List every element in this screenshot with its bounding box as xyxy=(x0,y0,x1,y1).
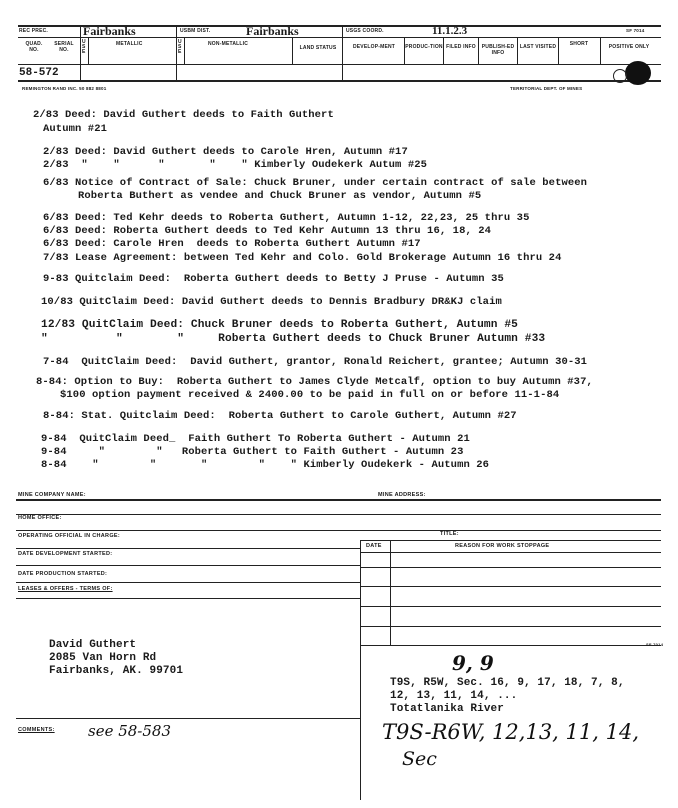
entry-line: 7-84 QuitClaim Deed: David Guthert, grantor, Ronald Reichert, grantee; Autumn 30-31 xyxy=(43,356,588,368)
date-development-label: DATE DEVELOPMENT STARTED: xyxy=(18,551,113,557)
published-info-label: PUBLISH-ED INFO xyxy=(481,44,515,56)
production-label: PRODUC-TION xyxy=(405,44,443,50)
quad-label: QUAD. NO. xyxy=(25,41,43,53)
entry-line: 9-83 Quitclaim Deed: Roberta Guthert deeds to Betty J Pruse - Autumn 35 xyxy=(43,273,504,285)
nonmetallic-label: NON-METALLIC xyxy=(208,41,249,47)
land-status-label: LAND STATUS xyxy=(299,45,337,51)
entry-line: 8-84: Option to Buy: Roberta Guthert to James Clyde Metcalf, option to buy Autumn #37, xyxy=(36,376,593,388)
rec-prec-value: Fairbanks xyxy=(83,24,136,38)
handwritten-township: T9S-R6W, 12,13, 11, 14, xyxy=(382,720,639,744)
location-line-2: 12, 13, 11, 14, ... xyxy=(390,690,518,702)
usbm-dist-label: USBM DIST. xyxy=(180,28,211,34)
file-number: 58-572 xyxy=(19,67,59,79)
mine-company-name-label: MINE COMPANY NAME: xyxy=(18,492,86,498)
entry-line: 9-84 QuitClaim Deed_ Faith Guthert To Roberta Guthert - Autumn 21 xyxy=(41,433,470,445)
reason-column-header: REASON FOR WORK STOPPAGE xyxy=(455,543,550,549)
owner-city: Fairbanks, AK. 99701 xyxy=(49,665,184,677)
last-visited-label: LAST VISITED xyxy=(519,44,557,50)
entry-line: 6/83 Deed: Roberta Guthert deeds to Ted Kehr Autumn 13 thru 16, 18, 24 xyxy=(43,225,492,237)
use-label-metallic: U S E xyxy=(82,39,86,55)
positive-only-label: POSITIVE ONLY xyxy=(608,44,650,50)
handwritten-sec: Sec xyxy=(402,748,437,770)
punch-hole xyxy=(625,61,651,85)
entry-line: 2/83 " " " " " Kimberly Oudekerk Autum #25 xyxy=(43,159,428,171)
date-production-label: DATE PRODUCTION STARTED: xyxy=(18,571,108,577)
entry-line: 2/83 Deed: David Guthert deeds to Carole Hren, Autumn #17 xyxy=(43,146,408,158)
entry-line: 9-84 " " Roberta Guthert to Faith Guthert - Autumn 23 xyxy=(41,446,464,458)
serial-label: SERIAL NO. xyxy=(54,41,74,53)
printer-imprint: REMINGTON RAND INC. 50 882 8801 xyxy=(22,86,107,91)
entry-line: 12/83 QuitClaim Deed: Chuck Bruner deeds to Roberta Guthert, Autumn #5 xyxy=(41,319,518,331)
title-label: TITLE: xyxy=(440,531,459,537)
entry-line: 2/83 Deed: David Guthert deeds to Faith Guthert xyxy=(33,109,334,121)
comments-value: see 58-583 xyxy=(88,722,172,740)
filed-info-label: FILED INFO xyxy=(446,44,476,50)
rec-prec-label: REC PREC. xyxy=(19,28,49,34)
comments-label: COMMENTS: xyxy=(18,727,55,733)
entry-line: Autumn #21 xyxy=(43,123,108,135)
usgs-coord-value: 11.1.2.3 xyxy=(432,25,468,37)
form-number-bottom: SF 7014 xyxy=(646,642,664,647)
owner-name: David Guthert xyxy=(49,639,137,651)
usgs-coord-label: USGS COORD. xyxy=(346,28,384,34)
form-number: SF 7014 xyxy=(626,28,645,33)
entry-line: 10/83 QuitClaim Deed: David Guthert deeds to Dennis Bradbury DR&KJ claim xyxy=(41,296,502,308)
operating-official-label: OPERATING OFFICIAL IN CHARGE: xyxy=(18,533,120,539)
location-line-3: Totatlanika River xyxy=(390,703,504,715)
date-column-header: DATE xyxy=(366,543,382,549)
entry-line: 7/83 Lease Agreement: between Ted Kehr and Colo. Gold Brokerage Autumn 16 thru 24 xyxy=(43,252,562,264)
short-label: SHORT xyxy=(569,41,589,47)
mine-address-label: MINE ADDRESS: xyxy=(378,492,426,498)
punch-hole-outline xyxy=(613,69,627,83)
entry-line: 6/83 Deed: Ted Kehr deeds to Roberta Guthert, Autumn 1-12, 22,23, 25 thru 35 xyxy=(43,212,530,224)
entry-line: 6/83 Deed: Carole Hren deeds to Roberta Guthert Autumn #17 xyxy=(43,238,421,250)
metallic-label: METALLIC xyxy=(116,41,143,47)
owner-street: 2085 Van Horn Rd xyxy=(49,652,157,664)
use-label-nonmetallic: U S E xyxy=(178,39,182,55)
development-label: DEVELOP-MENT xyxy=(352,44,396,50)
leases-offers-label: LEASES & OFFERS - TERMS OF: xyxy=(18,586,113,592)
entry-line: " " " Roberta Guthert deeds to Chuck Bruner Autumn #33 xyxy=(41,333,546,345)
entry-line: Roberta Buthert as vendee and Chuck Bruner as vendor, Autumn #5 xyxy=(78,190,482,202)
entry-line: 8-84: Stat. Quitclaim Deed: Roberta Guthert to Carole Guthert, Autumn #27 xyxy=(43,410,517,422)
territorial-imprint: TERRITORIAL DEPT. OF MINES xyxy=(510,86,583,91)
handwritten-section-numbers: 9, 9 xyxy=(452,651,494,675)
entry-line: 8-84 " " " " " Kimberly Oudekerk - Autumn 26 xyxy=(41,459,490,471)
usbm-dist-value: Fairbanks xyxy=(246,24,299,38)
entry-line: 6/83 Notice of Contract of Sale: Chuck Bruner, under certain contract of sale between xyxy=(43,177,588,189)
home-office-label: HOME OFFICE: xyxy=(18,515,62,521)
entry-line: $100 option payment received & 2400.00 to be paid in full on or before 11-1-84 xyxy=(60,389,560,401)
location-line-1: T9S, R5W, Sec. 16, 9, 17, 18, 7, 8, xyxy=(390,677,625,689)
